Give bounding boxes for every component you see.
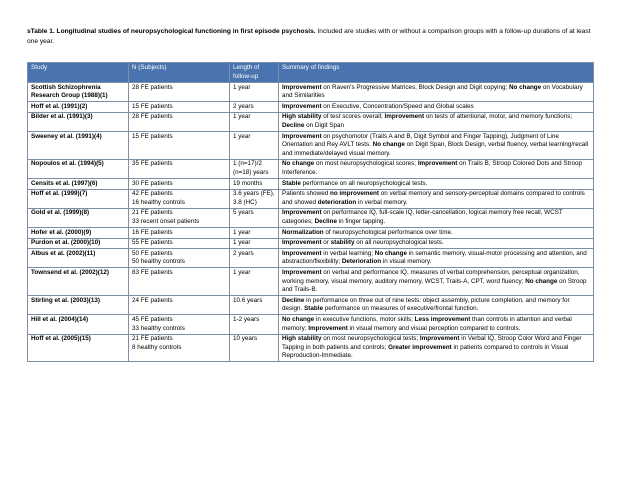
findings-cell [279,102,594,113]
findings-cell [279,112,594,131]
findings-cell [279,315,594,334]
subjects-line: 28 FE patients [132,83,173,91]
findings-keyword: Decline [282,296,305,304]
follow-up-length-cell: 10.6 years [230,296,279,315]
study-cell: Albus et al. (2002)(11) [28,249,129,268]
subjects-line: 15 FE patients [132,102,173,110]
findings-keyword: Improvement [282,249,322,257]
table-row [28,315,594,334]
findings-text: of neuropsychological performance over time. [323,228,453,236]
subjects-line: 30 FE patients [132,179,173,187]
table-row [28,334,594,362]
findings-cell [279,159,594,178]
table-row [28,112,594,131]
table-row [28,159,594,178]
findings-keyword: Less improvement [414,315,471,323]
findings-keyword: Deterioration [341,258,382,266]
findings-text: in finger tapping. [336,218,386,225]
study-cell: Hoff et al. (1991)(2) [28,102,129,113]
findings-text: of test scores overall; [321,113,385,121]
findings-keyword: no improvement [329,190,379,198]
findings-cell [279,249,594,268]
findings-cell [279,334,594,362]
findings-keyword: stability [330,239,355,247]
study-cell: Censits et al. (1997)(6) [28,179,129,190]
caption-title: sTable 1. Longitudinal studies of neuropsychological functioning in first episode psychosis. [27,28,316,35]
subjects-line: 21 FE patients [132,209,173,217]
table-row [28,102,594,113]
subjects-line: 50 FE patients [132,249,173,257]
findings-text: in performance on three out of nine tests: object assembly, picture completion, and memory for design. [282,296,570,313]
findings-cell [279,179,594,190]
follow-up-length-cell: 19 months [230,179,279,190]
findings-text: on Stroop and Trails-B. [282,277,587,294]
findings-text: performance on all neuropsychological tests. [300,179,428,187]
findings-text: on Executive, Concentration/Speed and Global scales [321,102,474,110]
findings-keyword: Improvement [282,239,322,247]
follow-up-length-cell: 1-2 years [230,315,279,334]
subjects-line: 8 healthy controls [132,343,182,351]
findings-text: in visual memory. [381,258,432,266]
findings-text: in semantic memory, visual-motor processing and attention, and abstraction/flexibility; [282,249,587,266]
subjects-line: 83 FE patients [132,268,173,276]
findings-keyword: Decline [282,122,305,130]
subjects-cell [129,179,230,190]
subjects-line: 42 FE patients [132,190,173,198]
table-row [28,179,594,190]
study-cell: Hoff et al. (2005)(15) [28,334,129,362]
follow-up-length-cell: 3.6 years (FE), 3.8 (HC) [230,189,279,208]
findings-cell [279,208,594,227]
findings-cell [279,132,594,160]
subjects-cell [129,296,230,315]
subjects-line: 35 FE patients [132,160,173,168]
findings-text: in patients compared to controls in Visual Reproduction-Immediate. [282,343,569,360]
table-row [28,83,594,102]
subjects-cell [129,334,230,362]
subjects-cell [129,249,230,268]
findings-cell [279,296,594,315]
follow-up-length-cell: 1 year [230,238,279,249]
study-cell: Purdon et al. (2000)(10) [28,238,129,249]
subjects-line: 28 FE patients [132,113,173,121]
findings-text: on Vocabulary and Similarities [282,83,583,100]
header-n-subjects: N (Subjects) [129,63,230,83]
findings-keyword: Decline [314,218,337,225]
subjects-cell [129,189,230,208]
findings-text: on most neuropsychological scores; [314,160,418,168]
study-cell: Townsend et al. (2002)(12) [28,268,129,296]
findings-keyword: No change [282,315,315,323]
study-cell: Hill et al. (2004)(14) [28,315,129,334]
findings-keyword: Stable [282,179,301,187]
table-row [28,228,594,239]
findings-cell [279,83,594,102]
table-caption [27,27,597,47]
study-cell: Stirling et al. (2003)(13) [28,296,129,315]
findings-keyword: Improvement [384,113,425,121]
subjects-line: 16 FE patients [132,228,173,236]
table-row [28,238,594,249]
findings-cell [279,268,594,296]
findings-text: or [321,239,331,247]
findings-keyword: Improvement [282,132,322,140]
subjects-line: 33 healthy controls [132,324,185,332]
subjects-cell [129,315,230,334]
subjects-line: 33 recent onset patients [132,218,200,225]
findings-text: on most neuropsychological tests; [321,335,420,343]
findings-keyword: Stable [304,305,323,313]
study-cell: Sweeney et al. (1991)(4) [28,132,129,160]
follow-up-length-cell: 2 years [230,102,279,113]
header-study: Study [28,63,129,83]
caption-text: Included are studies with or without a comparison groups with a follow-up durations of at least one year. [27,28,591,45]
subjects-line: 24 FE patients [132,296,173,304]
findings-keyword: Improvement [419,335,460,343]
findings-keyword: Greater improvement [388,343,452,351]
study-cell: Nopoulos et al. (1994)(5) [28,159,129,178]
subjects-line: 21 FE patients [132,335,173,343]
subjects-line: 15 FE patients [132,132,173,140]
findings-text: on verbal memory and sensory-perceptual domains compared to controls and showed [282,190,585,206]
subjects-cell [129,228,230,239]
table-row [28,132,594,160]
findings-keyword: Improvement [308,324,348,332]
findings-cell [279,238,594,249]
study-cell: Scottish Schizophrenia Research Group (1988)(1) [28,83,129,102]
subjects-line: 50 healthy controls [132,258,185,266]
study-cell: Bilder et al. (1991)(3) [28,112,129,131]
findings-text: performance on measures of executive/frontal function. [322,305,479,313]
findings-text: on Digit Span [304,122,344,130]
findings-text: on performance IQ, full-scale IQ, letter-cancellation, logical memory free recall, WCST categories; [282,209,563,225]
findings-text: Patients showed [282,190,330,198]
subjects-line: 45 FE patients [132,315,173,323]
table-row [28,249,594,268]
subjects-cell [129,238,230,249]
findings-text: on verbal and performance IQ, measures of verbal comprehension, perceptual organization, working memory, visual memory, auditory memory, WCST, Trails-A, CPT, word fluency; [282,268,580,285]
findings-text: in visual memory and visual perception compared to controls. [347,324,521,332]
findings-text: on tests of attentional, motor, and memory functions; [424,113,573,121]
findings-keyword: Improvement [282,83,322,91]
study-cell: Hoff et al. (1999)(7) [28,189,129,208]
follow-up-length-cell: 1 year [230,132,279,160]
follow-up-length-cell: 1 year [230,112,279,131]
findings-text: on Trails B, Stroop Colored Dots and Stroop Interference. [282,160,582,177]
findings-keyword: deterioration [317,198,357,206]
table-row [28,189,594,208]
follow-up-length-cell: 10 years [230,334,279,362]
subjects-cell [129,208,230,227]
follow-up-length-cell: 1 year [230,268,279,296]
findings-keyword: Improvement [282,209,322,217]
findings-cell [279,228,594,239]
follow-up-length-cell: 5 years [230,208,279,227]
findings-text: in verbal memory. [356,198,408,206]
findings-text: on Raven's Progressive Matrices, Block Design and Digit copying; [321,83,509,91]
findings-text: on psychomotor (Trails A and B, Digit Symbol and Finger Tapping), Judgment of Line Orientation and Rey AVLT tests. [282,132,559,149]
subjects-cell [129,159,230,178]
table-row [28,268,594,296]
follow-up-length-cell: 2 years [230,249,279,268]
findings-text: in verbal learning; [321,249,375,257]
study-cell: Gold et al. (1999)(8) [28,208,129,227]
table-header-row [28,63,594,83]
table-row [28,296,594,315]
table-body [28,83,594,362]
subjects-cell [129,83,230,102]
findings-keyword: No change [508,83,542,91]
findings-keyword: Improvement [282,268,322,276]
table-row [28,208,594,227]
findings-keyword: No change [525,277,558,285]
findings-keyword: Normalization [282,228,324,236]
findings-keyword: No change [282,160,315,168]
findings-keyword: Improvement [282,102,322,110]
subjects-line: 55 FE patients [132,239,173,247]
studies-table [27,62,594,362]
findings-text: than controls in attention and verbal memory; [282,315,572,332]
follow-up-length-cell: 1 year [230,83,279,102]
findings-keyword: High stability [282,335,322,343]
findings-keyword: No change [372,141,405,149]
findings-text: in Verbal IQ, Stroop Color Word and Finger Tapping in both patients and controls; [282,335,582,351]
follow-up-length-cell: 1 (n=17)/2 (n=18) years [230,159,279,178]
study-cell: Hofer et al. (2000)(9) [28,228,129,239]
findings-cell [279,189,594,208]
header-summary-of-findings: Summary of findings [279,63,594,83]
subjects-cell [129,132,230,160]
findings-keyword: No change [374,249,407,257]
header-length-of-follow-up: Length of follow-up [230,63,279,83]
findings-text: in executive functions, motor skills; [314,315,415,323]
findings-text: on Digit Span, Block Design, verbal fluency, verbal learning/recall and immediate/delayed visual memory. [282,141,589,157]
follow-up-length-cell: 1 year [230,228,279,239]
findings-keyword: High stability [282,113,322,121]
findings-keyword: Improvement [417,160,458,168]
subjects-line: 16 healthy controls [132,198,185,206]
subjects-cell [129,268,230,296]
findings-text: on all neuropsychological tests. [354,239,444,247]
subjects-cell [129,112,230,131]
subjects-cell [129,102,230,113]
